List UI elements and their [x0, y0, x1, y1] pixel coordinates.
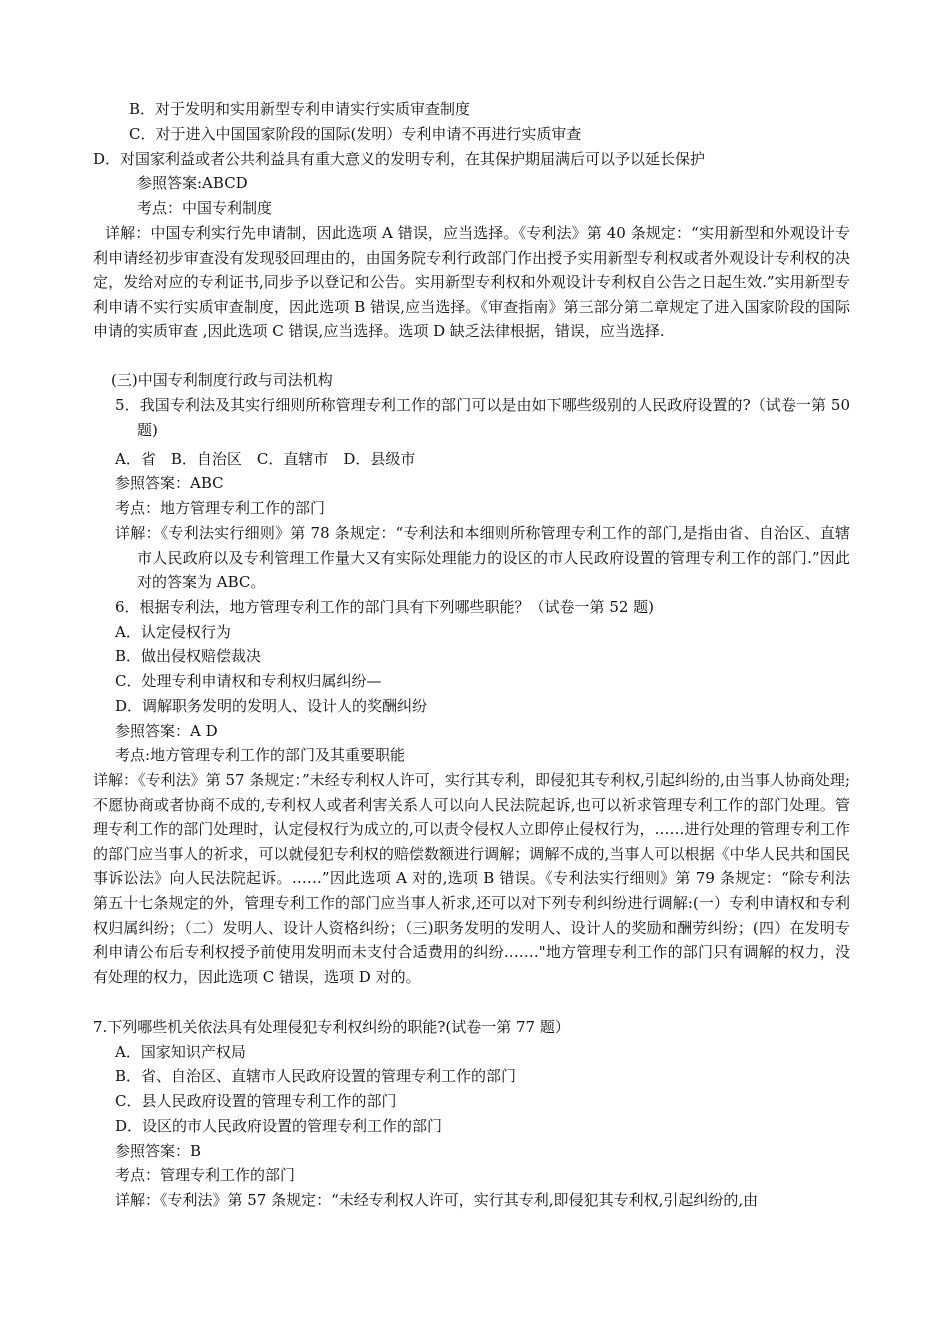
- q6-option-a: A．认定侵权行为: [115, 623, 231, 641]
- q5-exam-point: 考点：地方管理专利工作的部门: [115, 499, 326, 517]
- q4-exam-point: 考点：中国专利制度: [137, 199, 273, 217]
- q6-explanation: 详解：《专利法》第 57 条规定：”未经专利权人许可，实行其专利，即侵犯其专利权,引起纠纷的,由当事人协商处理;不愿协商或者协商不成的,专利权人或者利害关系人可以向人民法院起诉,也可以祈求管理专利工作的部门处理。管理专利工作的部门处理时，认定侵权行为成立的,可以责令侵权人立即停止侵权行为，……进行处理的管理专利工作的部门应当事人的祈求，可以就侵犯专利权的赔偿数额进行调解；调解不成的,当事人可以根据《中华人民共和国民事诉讼法》向人民法院起诉。……”因此选项 A 对的,选项 B 错误。《专利法实行细则》第 79 条规定：“除专利法第五十七条规定的外，管理专利工作的部门应当事人祈求,还可以对下列专利纠纷进行调解:(一）专利申请权和专利权归属纠纷；（二）发明人、设计人资格纠纷；（三)职务发明的发明人、设计人的奖励和酬劳纠纷；(四）在发明专利申请公布后专利权授予前使用发明而未支付合适费用的纠纷.……"地方管理专利工作的部门只有调解的权力，没有处理的权力，因此选项 C 错误，选项 D 对的。: [93, 771, 850, 986]
- q7-option-c: C．县人民政府设置的管理专利工作的部门: [115, 1092, 397, 1110]
- q5-answer: 参照答案：ABC: [115, 474, 224, 492]
- q7-option-a: A．国家知识产权局: [115, 1043, 246, 1061]
- q7-option-b: B．省、自治区、直辖市人民政府设置的管理专利工作的部门: [115, 1067, 517, 1085]
- q6-question: 6．根据专利法，地方管理专利工作的部门具有下列哪些职能？（试卷一第 52 题): [115, 598, 655, 616]
- q7-option-d: D．设区的市人民政府设置的管理专利工作的部门: [115, 1117, 443, 1135]
- q6-exam-point: 考点:地方管理专利工作的部门及其重要职能: [115, 746, 406, 764]
- section-heading: (三)中国专利制度行政与司法机构: [111, 371, 333, 389]
- q6-option-c: C．处理专利申请权和专利权归属纠纷—: [115, 672, 382, 690]
- q7-question: 7.下列哪些机关依法具有处理侵犯专利权纠纷的职能?(试卷一第 77 题）: [93, 1018, 570, 1036]
- q4-explanation: 详解：中国专利实行先申请制，因此选项 A 错误，应当选择。《专利法》第 40 条规定：“实用新型和外观设计专利申请经初步审查没有发现驳回理由的，由国务院专利行政部门作出授予实用新型专利权或者外观设计专利权的决定，发给对应的专利证书,同步予以登记和公告。实用新型专利权和外观设计专利权自公告之日起生效.”实用新型专利申请不实行实质审查制度，因此选项 B 错误,应当选择。《审查指南》第三部分第二章规定了进入国家阶段的国际申请的实质审查 ,因此选项 C 错误,应当选择。选项 D 缺乏法律根据，错误，应当选择.: [93, 224, 850, 341]
- q7-exam-point: 考点：管理专利工作的部门: [115, 1166, 296, 1184]
- q6-option-b: B．做出侵权赔偿裁决: [115, 647, 262, 665]
- q5-question: 5．我国专利法及其实行细则所称管理专利工作的部门可以是由如下哪些级别的人民政府设置的?（试卷一第 50 题): [115, 396, 850, 439]
- q6-option-d: D．调解职务发明的发明人、设计人的奖酬纠纷: [115, 697, 428, 715]
- q4-option-b: B．对于发明和实用新型专利申请实行实质审查制度: [129, 100, 471, 118]
- q4-option-d: D．对国家利益或者公共利益具有重大意义的发明专利，在其保护期届满后可以予以延长保护: [93, 150, 706, 168]
- q5-options: A．省 B．自治区 C．直辖市 D．县级市: [115, 450, 416, 468]
- q6-answer: 参照答案：A D: [115, 722, 218, 740]
- q5-explanation: 详解：《专利法实行细则》第 78 条规定：“专利法和本细则所称管理专利工作的部门,是指由省、自治区、直辖市人民政府以及专利管理工作量大又有实际处理能力的设区的市人民政府设置的管理专利工作的部门.”因此对的答案为 ABC。: [115, 524, 850, 592]
- q7-explanation: 详解：《专利法》第 57 条规定：“未经专利权人许可，实行其专利,即侵犯其专利权,引起纠纷的,由: [115, 1191, 759, 1209]
- q7-answer: 参照答案：B: [115, 1142, 202, 1160]
- q4-option-c: C．对于进入中国国家阶段的国际(发明）专利申请不再进行实质审查: [129, 125, 582, 143]
- q4-answer: 参照答案:ABCD: [137, 174, 248, 192]
